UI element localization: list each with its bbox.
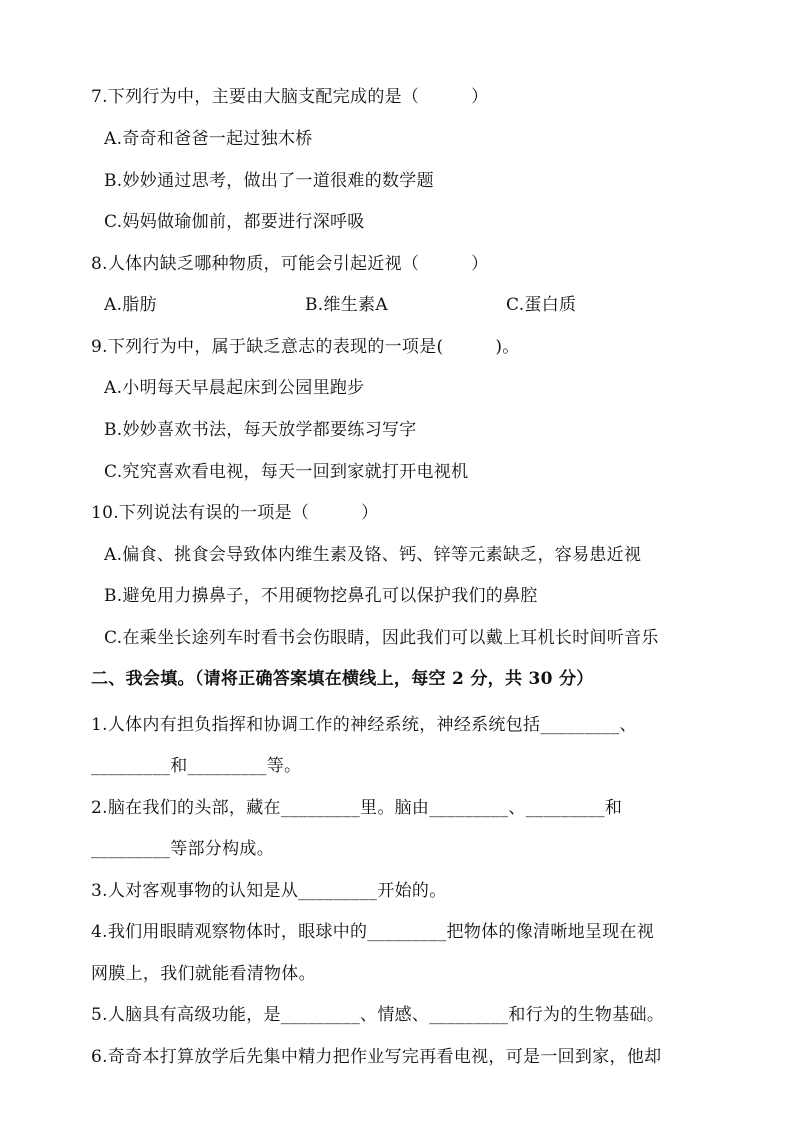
question-9-option-a: A.小明每天早晨起床到公园里跑步 [104,378,365,398]
question-7-option-a: A.奇奇和爸爸一起过独木桥 [104,129,313,149]
fill-1-line-2: _________和_________等。 [91,756,302,776]
question-8-stem: 8.人体内缺乏哪种物质，可能会引起近视（ ） [91,254,489,274]
fill-5: 5.人脑具有高级功能，是_________、情感、_________和行为的生物基础。 [91,1005,665,1025]
question-9-option-c: C.究究喜欢看电视，每天一回到家就打开电视机 [104,462,469,482]
fill-4-line-1: 4.我们用眼睛观察物体时，眼球中的_________把物体的像清晰地呈现在视 [91,922,655,942]
question-10-option-c: C.在乘坐长途列车时看书会伤眼睛，因此我们可以戴上耳机长时间听音乐 [104,628,659,648]
fill-2-line-2: _________等部分构成。 [91,839,274,859]
question-8-option-c: C.蛋白质 [506,295,577,315]
fill-4-line-2: 网膜上，我们就能看清物体。 [91,964,316,984]
question-10-option-a: A.偏食、挑食会导致体内维生素及铬、钙、锌等元素缺乏，容易患近视 [104,545,642,565]
fill-3: 3.人对客观事物的认知是从_________开始的。 [91,881,447,901]
question-8-option-b: B.维生素A [305,295,388,315]
question-7-stem: 7.下列行为中，主要由大脑支配完成的是（ ） [91,87,489,107]
question-9-stem: 9.下列行为中，属于缺乏意志的表现的一项是( )。 [91,337,520,357]
question-8-option-a: A.脂肪 [104,295,157,315]
question-10-stem: 10.下列说法有误的一项是（ ） [91,503,379,523]
question-9-option-b: B.妙妙喜欢书法，每天放学都要练习写字 [104,420,417,440]
question-10-option-b: B.避免用力擤鼻子，不用硬物挖鼻孔可以保护我们的鼻腔 [104,586,538,606]
question-7-option-c: C.妈妈做瑜伽前，都要进行深呼吸 [104,212,365,232]
question-7-option-b: B.妙妙通过思考，做出了一道很难的数学题 [104,171,434,191]
fill-6-line-1: 6.奇奇本打算放学后先集中精力把作业写完再看电视，可是一回到家，他却 [91,1047,662,1067]
section-2-heading: 二、我会填。（请将正确答案填在横线上，每空 2 分，共 30 分） [91,669,594,689]
fill-2-line-1: 2.脑在我们的头部，藏在_________里。脑由_________、_________和 [91,798,623,818]
fill-1-line-1: 1.人体内有担负指挥和协调工作的神经系统，神经系统包括_________、 [91,715,637,735]
